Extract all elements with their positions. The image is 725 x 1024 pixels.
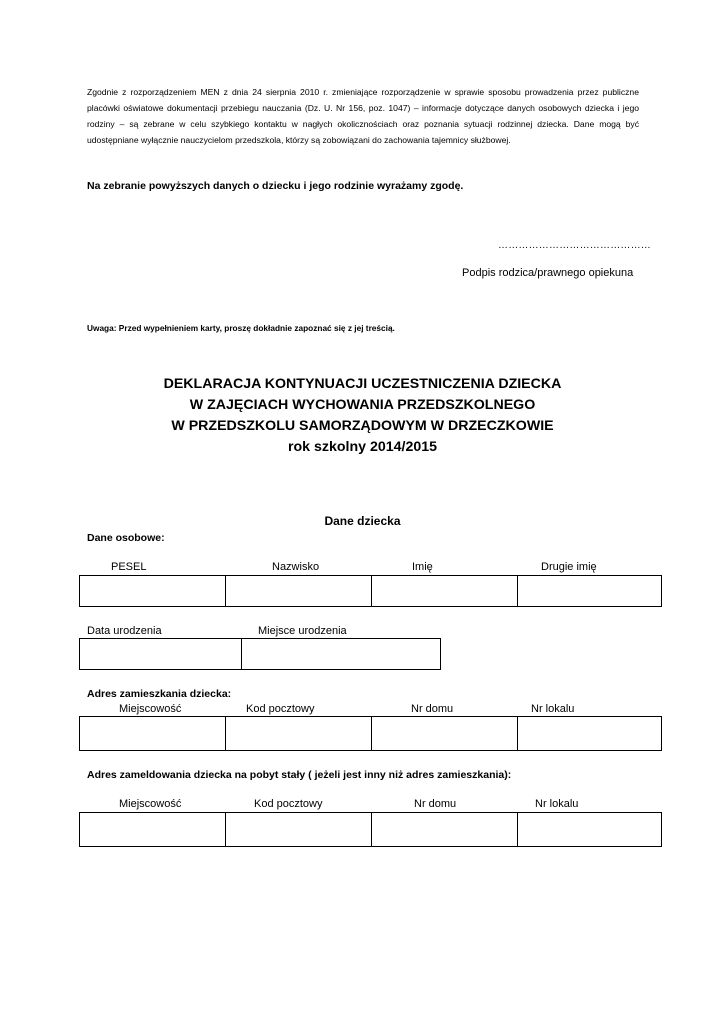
- col-birth-place: Miejsce urodzenia: [258, 625, 347, 637]
- col-residence-postcode: Kod pocztowy: [246, 703, 315, 715]
- personal-data-table: [79, 575, 662, 607]
- col-pesel: PESEL: [111, 561, 147, 573]
- registration-flat-field[interactable]: [518, 813, 662, 847]
- signature-label: Podpis rodzica/prawnego opiekuna: [462, 267, 634, 279]
- consent-statement: Na zebranie powyższych danych o dziecku i jego rodzinie wyrażamy zgodę.: [87, 180, 464, 192]
- residence-city-field[interactable]: [80, 717, 226, 751]
- col-registration-city: Miejscowość: [119, 798, 182, 810]
- col-birth-date: Data urodzenia: [87, 625, 162, 637]
- title-school-year: rok szkolny 2014/2015: [287, 439, 438, 455]
- col-residence-city: Miejscowość: [119, 703, 182, 715]
- pesel-field[interactable]: [80, 576, 226, 607]
- birth-date-field[interactable]: [80, 639, 242, 670]
- col-registration-postcode: Kod pocztowy: [254, 798, 323, 810]
- signature-line: ………………………………………: [498, 240, 651, 251]
- col-registration-flat: Nr lokalu: [535, 798, 579, 810]
- birth-data-table: [79, 638, 441, 670]
- col-surname: Nazwisko: [272, 561, 320, 573]
- document-title: [0, 374, 725, 458]
- col-residence-house: Nr domu: [411, 703, 454, 715]
- registration-address-table: [79, 812, 662, 847]
- residence-flat-field[interactable]: [518, 717, 662, 751]
- warning-note: Uwaga: Przed wypełnieniem karty, proszę dokładnie zapoznać się z jej treścią.: [87, 323, 395, 333]
- residence-postcode-field[interactable]: [226, 717, 372, 751]
- surname-field[interactable]: [226, 576, 372, 607]
- title-line-2: W ZAJĘCIACH WYCHOWANIA PRZEDSZKOLNEGO: [189, 397, 536, 413]
- second-name-field[interactable]: [518, 576, 662, 607]
- first-name-field[interactable]: [372, 576, 518, 607]
- section-title: Dane dziecka: [324, 514, 401, 528]
- gdpr-notice: Zgodnie z rozporządzeniem MEN z dnia 24 sierpnia 2010 r. zmieniające rozporządzenie w sprawie sposobu prowadzenia przez publiczne placówki oświatowe dokumentacji przebiegu nauczania (Dz. U. Nr 156, poz. 1047) – informacje dotyczące danych osobowych dziecka i jego rodziny – są zebrane w celu szybkiego kontaktu w nagłych okolicznościach oraz poznania sytuacji rodzinnej dziecka. Dane mogą być udostępniane wyłącznie nauczycielom przedszkola, którzy są zobowiązani do zachowania tajemnicy służbowej.: [87, 87, 639, 145]
- title-line-1: DEKLARACJA KONTYNUACJI UCZESTNICZENIA DZIECKA: [163, 376, 562, 392]
- personal-data-label: Dane osobowe:: [87, 532, 165, 544]
- col-registration-house: Nr domu: [414, 798, 457, 810]
- title-line-3: W PRZEDSZKOLU SAMORZĄDOWYM W DRZECZKOWIE: [171, 418, 554, 434]
- residence-house-field[interactable]: [372, 717, 518, 751]
- registration-city-field[interactable]: [80, 813, 226, 847]
- col-first-name: Imię: [412, 561, 433, 573]
- registration-postcode-field[interactable]: [226, 813, 372, 847]
- col-residence-flat: Nr lokalu: [531, 703, 575, 715]
- birth-place-field[interactable]: [242, 639, 441, 670]
- residence-address-table: [79, 716, 662, 751]
- registration-address-label: Adres zameldowania dziecka na pobyt stały ( jeżeli jest inny niż adres zamieszkania):: [87, 769, 512, 781]
- col-second-name: Drugie imię: [541, 561, 597, 573]
- registration-house-field[interactable]: [372, 813, 518, 847]
- residence-address-label: Adres zamieszkania dziecka:: [87, 688, 232, 700]
